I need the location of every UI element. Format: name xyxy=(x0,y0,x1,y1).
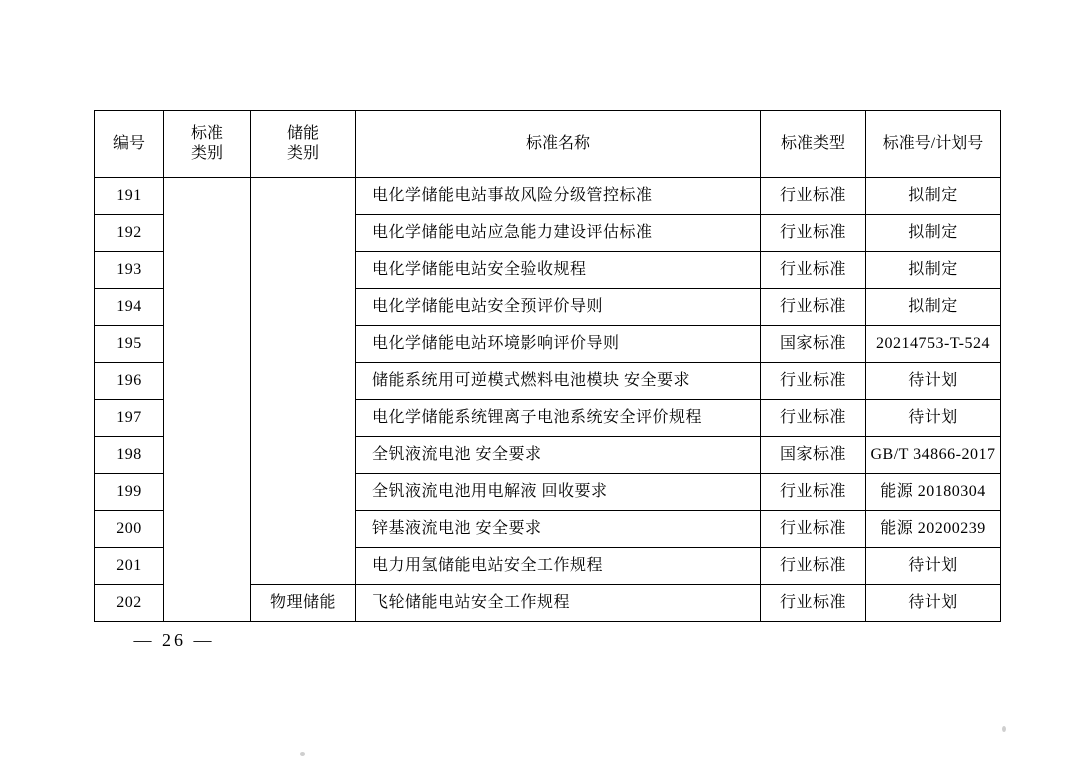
cell-standard-name-text: 电化学储能电站安全预评价导则 xyxy=(372,298,604,315)
cell-standard-type xyxy=(761,215,866,252)
cell-standard-type xyxy=(761,289,866,326)
cell-standard-name-text: 电化学储能电站事故风险分级管控标准 xyxy=(372,187,653,204)
header-cell-standard-type xyxy=(761,111,866,178)
cell-standard-code-text: GB/T 34866-2017 xyxy=(870,446,996,463)
cell-standard-category-merged xyxy=(164,178,251,622)
cell-standard-type xyxy=(761,511,866,548)
cell-standard-name xyxy=(356,437,761,474)
header-cell-standard-code xyxy=(866,111,1001,178)
cell-standard-type-text: 行业标准 xyxy=(779,483,846,500)
cell-standard-name xyxy=(356,548,761,585)
cell-standard-name xyxy=(356,585,761,622)
cell-standard-code-text: 能源 20200239 xyxy=(880,520,986,537)
page-number: — 26 — xyxy=(133,630,215,650)
cell-standard-name-text: 电力用氢储能电站安全工作规程 xyxy=(372,557,604,574)
cell-standard-name-text: 飞轮储能电站安全工作规程 xyxy=(372,594,571,611)
table-body xyxy=(95,178,1001,622)
cell-standard-type xyxy=(761,363,866,400)
cell-number xyxy=(95,252,164,289)
header-standard-code-text: 标准号/计划号 xyxy=(882,135,984,152)
cell-standard-name xyxy=(356,289,761,326)
cell-number-text: 201 xyxy=(116,557,142,574)
cell-standard-name xyxy=(356,178,761,215)
cell-storage-category-text: 物理储能 xyxy=(269,594,336,611)
cell-standard-code-text: 待计划 xyxy=(908,409,958,426)
header-standard-category-line1: 标准 xyxy=(190,125,223,142)
header-standard-type-text: 标准类型 xyxy=(780,135,845,152)
cell-standard-code-text: 拟制定 xyxy=(908,187,958,204)
header-standard-name-text: 标准名称 xyxy=(525,135,590,152)
cell-standard-type-text: 行业标准 xyxy=(779,594,846,611)
cell-number-text: 200 xyxy=(116,520,142,537)
standards-table xyxy=(94,110,1001,622)
cell-standard-code-text: 待计划 xyxy=(908,594,958,611)
table-header xyxy=(95,111,1001,178)
cell-number-text: 196 xyxy=(116,372,142,389)
cell-number-text: 191 xyxy=(116,187,142,204)
paper-speck xyxy=(300,752,305,756)
cell-number-text: 194 xyxy=(116,298,142,315)
header-storage-category-line1: 储能 xyxy=(286,125,319,142)
cell-standard-type-text: 国家标准 xyxy=(779,335,846,352)
cell-number-text: 197 xyxy=(116,409,142,426)
cell-standard-code xyxy=(866,289,1001,326)
cell-standard-code xyxy=(866,437,1001,474)
cell-standard-code-text: 能源 20180304 xyxy=(880,483,986,500)
cell-standard-type-text: 行业标准 xyxy=(779,372,846,389)
header-cell-standard-category xyxy=(164,111,251,178)
cell-standard-name xyxy=(356,474,761,511)
header-storage-category-line2: 类别 xyxy=(286,145,319,162)
cell-standard-name-text: 电化学储能电站环境影响评价导则 xyxy=(372,335,620,352)
cell-standard-code-text: 20214753-T-524 xyxy=(876,335,990,352)
cell-standard-code xyxy=(866,215,1001,252)
cell-number-text: 202 xyxy=(116,594,142,611)
cell-standard-type xyxy=(761,400,866,437)
cell-number-text: 198 xyxy=(116,446,142,463)
cell-standard-code xyxy=(866,548,1001,585)
cell-standard-code xyxy=(866,474,1001,511)
header-number-line1: 编号 xyxy=(112,135,145,152)
cell-number xyxy=(95,289,164,326)
cell-number xyxy=(95,548,164,585)
cell-number-text: 199 xyxy=(116,483,142,500)
cell-standard-code-text: 拟制定 xyxy=(908,224,958,241)
cell-standard-name-text: 储能系统用可逆模式燃料电池模块 安全要求 xyxy=(372,372,691,389)
header-cell-storage-category xyxy=(251,111,356,178)
cell-standard-name-text: 电化学储能系统锂离子电池系统安全评价规程 xyxy=(372,409,703,426)
cell-number xyxy=(95,326,164,363)
cell-standard-type xyxy=(761,585,866,622)
cell-number xyxy=(95,437,164,474)
header-standard-category-line2: 类别 xyxy=(190,145,223,162)
cell-number xyxy=(95,585,164,622)
standards-table-container xyxy=(94,110,994,622)
cell-standard-name-text: 锌基液流电池 安全要求 xyxy=(372,520,542,537)
cell-standard-type xyxy=(761,474,866,511)
paper-speck xyxy=(1002,726,1006,732)
cell-standard-code xyxy=(866,178,1001,215)
cell-standard-name xyxy=(356,326,761,363)
table-row xyxy=(95,178,1001,215)
cell-number xyxy=(95,474,164,511)
cell-standard-code xyxy=(866,326,1001,363)
cell-standard-type-text: 行业标准 xyxy=(779,224,846,241)
cell-standard-type xyxy=(761,326,866,363)
cell-number xyxy=(95,178,164,215)
cell-number xyxy=(95,215,164,252)
cell-number xyxy=(95,363,164,400)
cell-standard-code xyxy=(866,585,1001,622)
cell-standard-type-text: 行业标准 xyxy=(779,557,846,574)
cell-standard-name-text: 全钒液流电池用电解液 回收要求 xyxy=(372,483,608,500)
cell-standard-name xyxy=(356,363,761,400)
cell-storage-category-merged xyxy=(251,178,356,585)
header-cell-standard-name xyxy=(356,111,761,178)
cell-standard-type-text: 国家标准 xyxy=(779,446,846,463)
cell-standard-type xyxy=(761,437,866,474)
cell-number-text: 195 xyxy=(116,335,142,352)
cell-standard-code xyxy=(866,252,1001,289)
cell-standard-name xyxy=(356,400,761,437)
cell-standard-type-text: 行业标准 xyxy=(779,261,846,278)
cell-standard-name-text: 电化学储能电站应急能力建设评估标准 xyxy=(372,224,653,241)
header-cell-number xyxy=(95,111,164,178)
cell-standard-code xyxy=(866,511,1001,548)
cell-standard-type xyxy=(761,252,866,289)
cell-number-text: 193 xyxy=(116,261,142,278)
cell-standard-code-text: 待计划 xyxy=(908,557,958,574)
cell-number xyxy=(95,511,164,548)
cell-standard-code-text: 待计划 xyxy=(908,372,958,389)
cell-standard-type-text: 行业标准 xyxy=(779,298,846,315)
cell-standard-name-text: 全钒液流电池 安全要求 xyxy=(372,446,542,463)
cell-standard-type xyxy=(761,178,866,215)
cell-standard-type-text: 行业标准 xyxy=(779,520,846,537)
cell-standard-name xyxy=(356,215,761,252)
cell-standard-code-text: 拟制定 xyxy=(908,298,958,315)
cell-standard-name-text: 电化学储能电站安全验收规程 xyxy=(372,261,587,278)
cell-number-text: 192 xyxy=(116,224,142,241)
cell-standard-code xyxy=(866,400,1001,437)
cell-standard-name xyxy=(356,252,761,289)
cell-storage-category xyxy=(251,585,356,622)
cell-standard-code-text: 拟制定 xyxy=(908,261,958,278)
cell-standard-type xyxy=(761,548,866,585)
cell-standard-code xyxy=(866,363,1001,400)
cell-standard-type-text: 行业标准 xyxy=(779,409,846,426)
table-header-row xyxy=(95,111,1001,178)
cell-number xyxy=(95,400,164,437)
cell-standard-type-text: 行业标准 xyxy=(779,187,846,204)
cell-standard-name xyxy=(356,511,761,548)
